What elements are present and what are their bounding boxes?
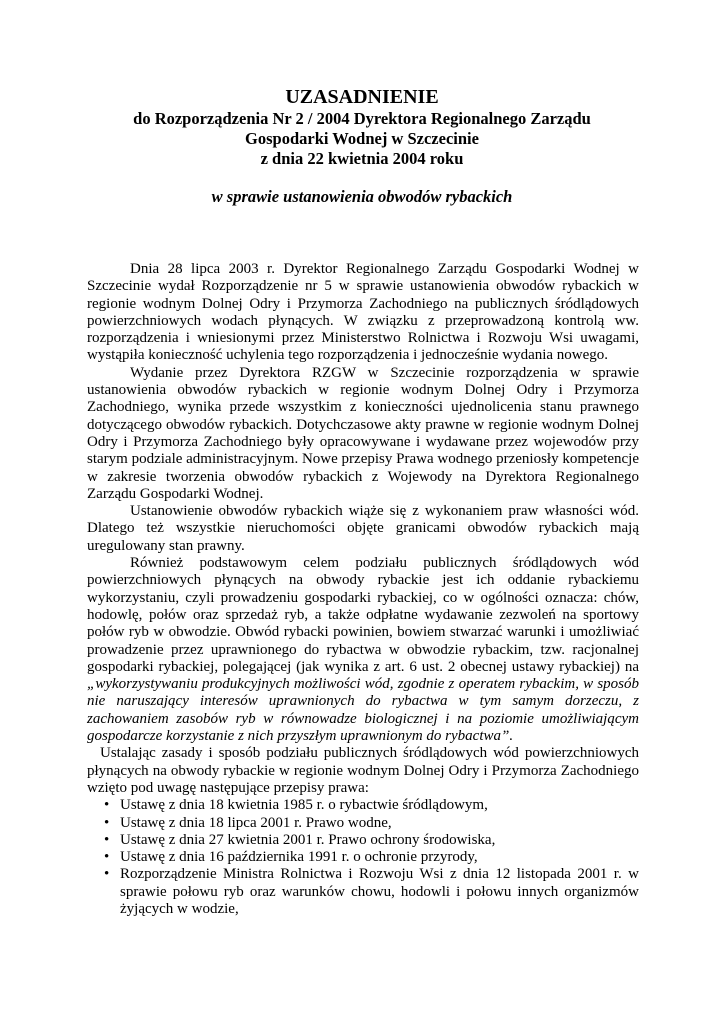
- list-item-text: Rozporządzenie Ministra Rolnictwa i Rozwoju Wsi z dnia 12 listopada 2001 r. w sprawie połowu ryb oraz warunków chowu, hodowli i połowu innych organizmów żyjących w wodzie,: [120, 866, 639, 917]
- list-item: [87, 866, 639, 918]
- bullet-icon: •: [104, 866, 110, 883]
- list-item-text: Ustawę z dnia 18 kwietnia 1985 r. o rybactwie śródlądowym,: [120, 797, 488, 814]
- list-item: [87, 832, 639, 849]
- regulation-subject: w sprawie ustanowienia obwodów rybackich: [211, 187, 513, 206]
- regulation-date: z dnia 22 kwietnia 2004 roku: [260, 149, 464, 168]
- bullet-icon: •: [104, 814, 110, 831]
- bullet-icon: •: [104, 849, 110, 866]
- bullet-icon: •: [104, 797, 110, 814]
- list-item: [87, 797, 639, 814]
- document-body: [87, 261, 639, 918]
- paragraph-4: [87, 555, 639, 745]
- list-item: [87, 815, 639, 832]
- paragraph-1: Dnia 28 lipca 2003 r. Dyrektor Regionalnego Zarządu Gospodarki Wodnej w Szczecinie wydał Rozporządzenie nr 5 w sprawie ustanowienia obwodów rybackich w regionie wodnym Dolnej Odry i Przymorza Zachodniego na publicznych śródlądowych powierzchniowych wodach płynących. W związku z przeprowadzoną kontrolą ww. rozporządzenia i wniesionymi przez Ministerstwo Rolnictwa i Rozwoju Wsi uwagami, wystąpiła konieczność uchylenia tego rozporządzenia i jednocześnie wydania nowego.: [87, 261, 639, 364]
- document-title: UZASADNIENIE: [285, 86, 439, 108]
- legal-acts-list: [87, 797, 639, 918]
- paragraph-4-quote: „wykorzystywaniu produkcyjnych możliwości wód, zgodnie z operatem rybackim, w sposób nie naruszający interesów uprawnionych do rybactwa w tym samym dorzeczu, z zachowaniem zasobów ryb w równowadze biologicznej i na poziomie umożliwiającym gospodarcze korzystanie z nich przyszłym uprawnionym do rybactwa”.: [87, 676, 639, 745]
- authority-name: Gospodarki Wodnej w Szczecinie: [245, 129, 479, 148]
- paragraph-3: Ustanowienie obwodów rybackich wiąże się z wykonaniem praw własności wód. Dlatego też wszystkie nieruchomości objęte granicami obwodów rybackich mają uregulowany stan prawny.: [87, 503, 639, 554]
- list-item-text: Ustawę z dnia 16 października 1991 r. o ochronie przyrody,: [120, 849, 478, 866]
- bullet-icon: •: [104, 831, 110, 848]
- list-item: [87, 849, 639, 866]
- list-item-text: Ustawę z dnia 27 kwietnia 2001 r. Prawo ochrony środowiska,: [120, 831, 496, 848]
- paragraph-2: Wydanie przez Dyrektora RZGW w Szczecinie rozporządzenia w sprawie ustanowienia obwodów rybackich w regionie wodnym Dolnej Odry i Przymorza Zachodniego, wynika przede wszystkim z konieczności ujednolicenia stanu prawnego dotyczącego obwodów rybackich. Dotychczasowe akty prawne w regionie wodnym Dolnej Odry i Przymorza Zachodniego były opracowywane i wydawane przez wojewodów przy starym podziale administracyjnym. Nowe przepisy Prawa wodnego przeniosły kompetencje w zakresie tworzenia obwodów rybackich z Wojewody na Dyrektora Regionalnego Zarządu Gospodarki Wodnej.: [87, 364, 639, 502]
- list-item-text: Ustawę z dnia 18 lipca 2001 r. Prawo wodne,: [120, 814, 392, 831]
- paragraph-4-text: Również podstawowym celem podziału publicznych śródlądowych wód powierzchniowych płynących na obwody rybackie jest ich oddanie rybackiemu wykorzystaniu, czyli prowadzeniu gospodarki rybackiej, co w ogólności oznacza: chów, hodowlę, połów oraz sprzedaż ryb, a także odpłatne wydawanie zezwoleń na sportowy połów ryb w obwodzie. Obwód rybacki powinien, bowiem stwarzać warunki i umożliwiać prowadzenie przez uprawnionego do rybactwa w obwodzie rybackim, tzw. racjonalnej gospodarki rybackiej, polegającej (jak wynika z art. 6 ust. 2 obecnej ustawy rybackiej) na: [87, 555, 639, 675]
- regulation-reference: do Rozporządzenia Nr 2 / 2004 Dyrektora Regionalnego Zarządu: [133, 109, 591, 128]
- paragraph-5: Ustalając zasady i sposób podziału publicznych śródlądowych wód powierzchniowych płynących na obwody rybackie w regionie wodnym Dolnej Odry i Przymorza Zachodniego wzięto pod uwagę następujące przepisy prawa:: [87, 745, 639, 796]
